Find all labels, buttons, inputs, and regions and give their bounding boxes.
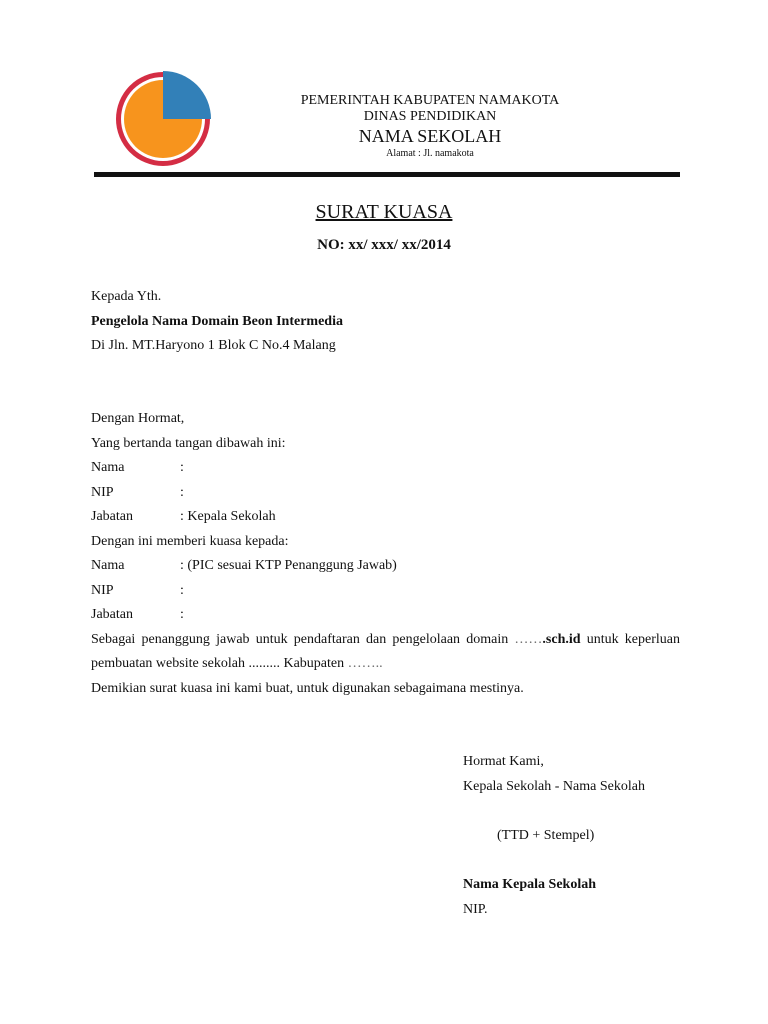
purpose-dots: ……	[514, 632, 543, 647]
purpose-line-2	[91, 655, 383, 673]
field-label: Jabatan	[91, 509, 133, 524]
field-value: :	[180, 583, 184, 598]
signature-regards: Hormat Kami,	[463, 754, 544, 769]
logo-quadrant	[163, 71, 211, 119]
recipient-name: Pengelola Nama Domain Beon Intermedia	[91, 314, 343, 329]
letterhead	[230, 93, 630, 161]
grantor-nip-row	[91, 484, 184, 502]
purpose-domain: .sch.id	[542, 632, 581, 647]
letterhead-government: PEMERINTAH KABUPATEN NAMAKOTA	[300, 93, 560, 108]
field-label: NIP	[91, 485, 114, 500]
signatory-nip: NIP.	[463, 902, 488, 917]
field-label: NIP	[91, 583, 114, 598]
purpose-suffix: untuk keperluan	[586, 632, 680, 647]
letterhead-department: DINAS PENDIDIKAN	[363, 109, 497, 124]
letterhead-divider	[94, 172, 680, 177]
grantee-position-row	[91, 606, 184, 624]
closing-text: Demikian surat kuasa ini kami buat, untuk digunakan sebagaimana mestinya.	[91, 681, 524, 696]
field-value: :	[180, 460, 184, 475]
grantee-nip-row	[91, 582, 184, 600]
letterhead-address: Alamat : Jl. namakota	[386, 148, 474, 159]
purpose-line-1	[91, 631, 680, 649]
grantee-name-row	[91, 557, 397, 575]
field-value: :	[180, 485, 184, 500]
field-label: Nama	[91, 558, 125, 573]
purpose-line2-dots: ……..	[347, 656, 383, 671]
signatory-name: Nama Kepala Sekolah	[463, 877, 597, 892]
greeting: Dengan Hormat,	[91, 411, 185, 426]
document-number: NO: xx/ xxx/ xx/2014	[317, 237, 451, 253]
signature-stamp: (TTD + Stempel)	[497, 828, 595, 843]
field-label: Nama	[91, 460, 125, 475]
field-value: :	[180, 607, 184, 622]
signature-position: Kepala Sekolah - Nama Sekolah	[463, 779, 645, 794]
grantor-name-row	[91, 459, 184, 477]
purpose-line2-prefix: pembuatan website sekolah ......... Kabupaten	[91, 656, 345, 671]
field-value: : (PIC sesuai KTP Penanggung Jawab)	[180, 558, 397, 573]
recipient-salutation: Kepada Yth.	[91, 289, 162, 304]
letterhead-school-name: NAMA SEKOLAH	[358, 126, 502, 146]
field-label: Jabatan	[91, 607, 133, 622]
intro-text: Yang bertanda tangan dibawah ini:	[91, 436, 286, 451]
school-logo	[115, 71, 211, 167]
document-title: SURAT KUASA	[315, 201, 453, 223]
transfer-text: Dengan ini memberi kuasa kepada:	[91, 534, 289, 549]
recipient-address: Di Jln. MT.Haryono 1 Blok C No.4 Malang	[91, 338, 336, 353]
field-value: : Kepala Sekolah	[180, 509, 276, 524]
grantor-position-row	[91, 508, 276, 526]
purpose-prefix: Sebagai penanggung jawab untuk pendaftaran dan pengelolaan domain	[91, 632, 509, 647]
